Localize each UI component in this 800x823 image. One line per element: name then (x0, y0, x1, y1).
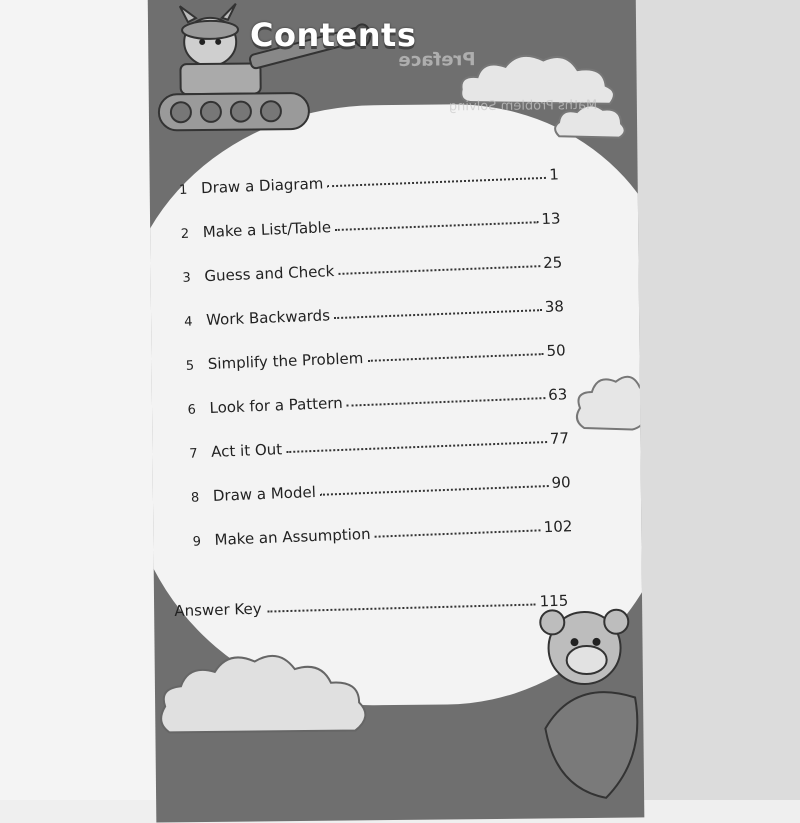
cloud-icon (154, 640, 375, 742)
leader-dots (375, 528, 541, 537)
page-title: Contents (250, 16, 417, 54)
page-number: 38 (544, 297, 565, 317)
chapter-number: 4 (183, 314, 193, 330)
leader-dots (268, 603, 536, 613)
chapter-title: Make an Assumption (214, 524, 371, 549)
chapter-number: 8 (190, 490, 200, 506)
leader-dots (347, 396, 546, 407)
page-number: 102 (543, 517, 573, 537)
chapter-title: Look for a Pattern (209, 393, 344, 417)
chapter-title: Draw a Diagram (200, 174, 324, 198)
chapter-title: Make a List/Table (202, 218, 332, 242)
page-number: 90 (551, 473, 572, 492)
chapter-title: Draw a Model (212, 482, 317, 505)
page-number: 1 (548, 165, 560, 184)
monkey-mascot-icon (534, 587, 644, 808)
background-right (630, 0, 800, 800)
chapter-number: 3 (182, 270, 192, 286)
page-number: 50 (546, 341, 566, 360)
page-number: 77 (549, 429, 570, 448)
chapter-number: 7 (189, 446, 198, 462)
page-number: 25 (542, 253, 563, 273)
chapter-number: 1 (178, 182, 188, 198)
leader-dots (367, 352, 543, 362)
answer-key-label: Answer Key (174, 599, 262, 620)
chapter-number: 6 (187, 402, 197, 418)
chapter-number: 5 (185, 358, 195, 374)
chapter-title: Act it Out (210, 440, 283, 461)
chapter-number: 9 (192, 534, 202, 550)
page-number: 63 (547, 385, 568, 404)
answer-key-page-number: 115 (539, 591, 569, 611)
chapter-number: 2 (180, 226, 190, 242)
cloud-icon (570, 357, 645, 438)
chapter-title: Simplify the Problem (207, 349, 364, 373)
book-page: Preface Maths Problem Solving (148, 0, 645, 823)
chapter-title: Work Backwards (205, 306, 331, 330)
background-left (0, 0, 160, 800)
page-number: 13 (541, 209, 561, 229)
leader-dots (338, 264, 540, 275)
chapter-title: Guess and Check (204, 262, 335, 286)
